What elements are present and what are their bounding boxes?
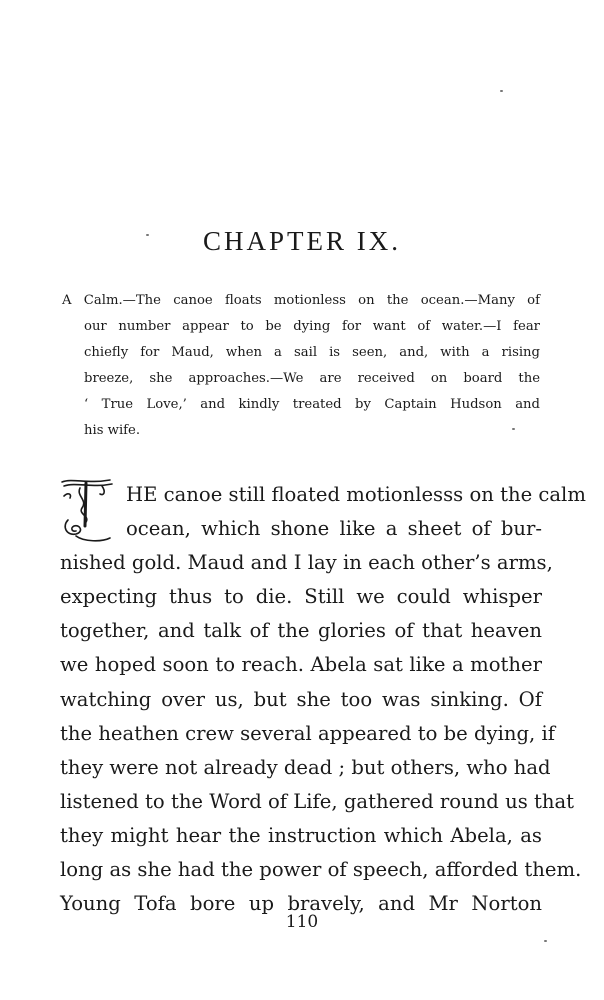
drop-cap-letter: T: [86, 518, 88, 519]
chapter-title: CHAPTER IX.: [202, 226, 401, 256]
page-number: 110: [285, 912, 319, 932]
print-speck: [512, 428, 515, 430]
body-text: [60, 478, 586, 921]
print-speck: [500, 90, 503, 92]
chapter-summary: [62, 288, 540, 444]
print-speck: [146, 234, 149, 236]
body-line: ocean, which shone like a sheet of bur-: [126, 517, 542, 541]
body-line: we hoped soon to reach. Abela sat like a mother: [60, 653, 542, 677]
body-line: HE canoe still floated motionlesss on the calm: [126, 483, 586, 506]
body-line: they might hear the instruction which Abela, as: [60, 823, 542, 847]
body-line: Young Tofa bore up bravely, and Mr Norton: [60, 892, 542, 916]
summary-line: breeze, she approaches.—We are received on board the: [84, 371, 540, 386]
print-speck: [544, 940, 547, 942]
summary-line: chiefly for Maud, when a sail is seen, and, with a rising: [84, 345, 540, 360]
summary-line: A Calm.—The canoe floats motionless on the ocean.—Many of: [62, 293, 540, 308]
body-line: listened to the Word of Life, gathered round us that: [60, 789, 575, 813]
summary-line: our number appear to be dying for want of water.—I fear: [84, 319, 540, 334]
body-line: together, and talk of the glories of that heaven: [60, 619, 542, 643]
body-line: watching over us, but she too was sinking. Of: [60, 687, 542, 711]
body-line: expecting thus to die. Still we could whisper: [60, 585, 542, 609]
body-line: long as she had the power of speech, afforded them.: [60, 858, 582, 882]
body-line: they were not already dead ; but others, who had: [60, 755, 551, 779]
summary-line: his wife.: [84, 423, 141, 438]
summary-line: ‘ True Love,’ and kindly treated by Captain Hudson and: [84, 397, 540, 412]
body-line: the heathen crew several appeared to be dying, if: [60, 721, 556, 745]
body-line: nished gold. Maud and I lay in each other’s arms,: [60, 551, 553, 575]
